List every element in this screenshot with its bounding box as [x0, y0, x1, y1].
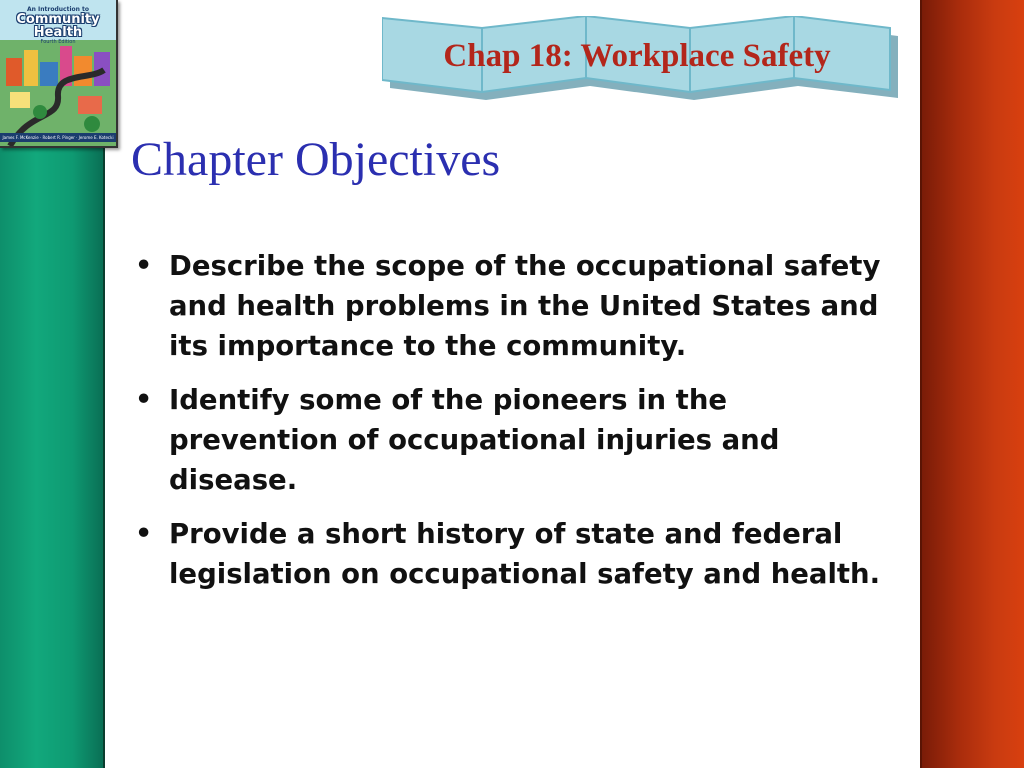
bullet-icon: •: [135, 250, 153, 281]
bullet-icon: •: [135, 384, 153, 415]
cover-authors: James F. McKenzie · Robert R. Pinger · Jerome E. Kotecki: [0, 133, 116, 142]
list-item: [133, 246, 903, 366]
objective-text: Describe the scope of the occupational safety and health problems in the United States and its importance to the community.: [169, 250, 881, 362]
cover-series-line: An Introduction to: [27, 6, 89, 13]
list-item: [133, 514, 903, 594]
cover-title-line1: Community: [16, 12, 100, 27]
chapter-banner-title: Chap 18: Workplace Safety: [443, 38, 831, 74]
objective-text: Provide a short history of state and federal legislation on occupational safety and health.: [169, 518, 881, 590]
cover-edition: Fourth Edition: [40, 39, 76, 45]
book-cover-image: [0, 0, 118, 148]
objectives-list: [133, 246, 903, 608]
objective-text: Identify some of the pioneers in the prevention of occupational injuries and disease.: [169, 384, 780, 496]
list-item: [133, 380, 903, 500]
cover-title-line2: Health: [33, 25, 83, 40]
page-title: Chapter Objectives: [131, 133, 501, 186]
right-decorative-band: [920, 0, 1024, 768]
bullet-icon: •: [135, 518, 153, 549]
